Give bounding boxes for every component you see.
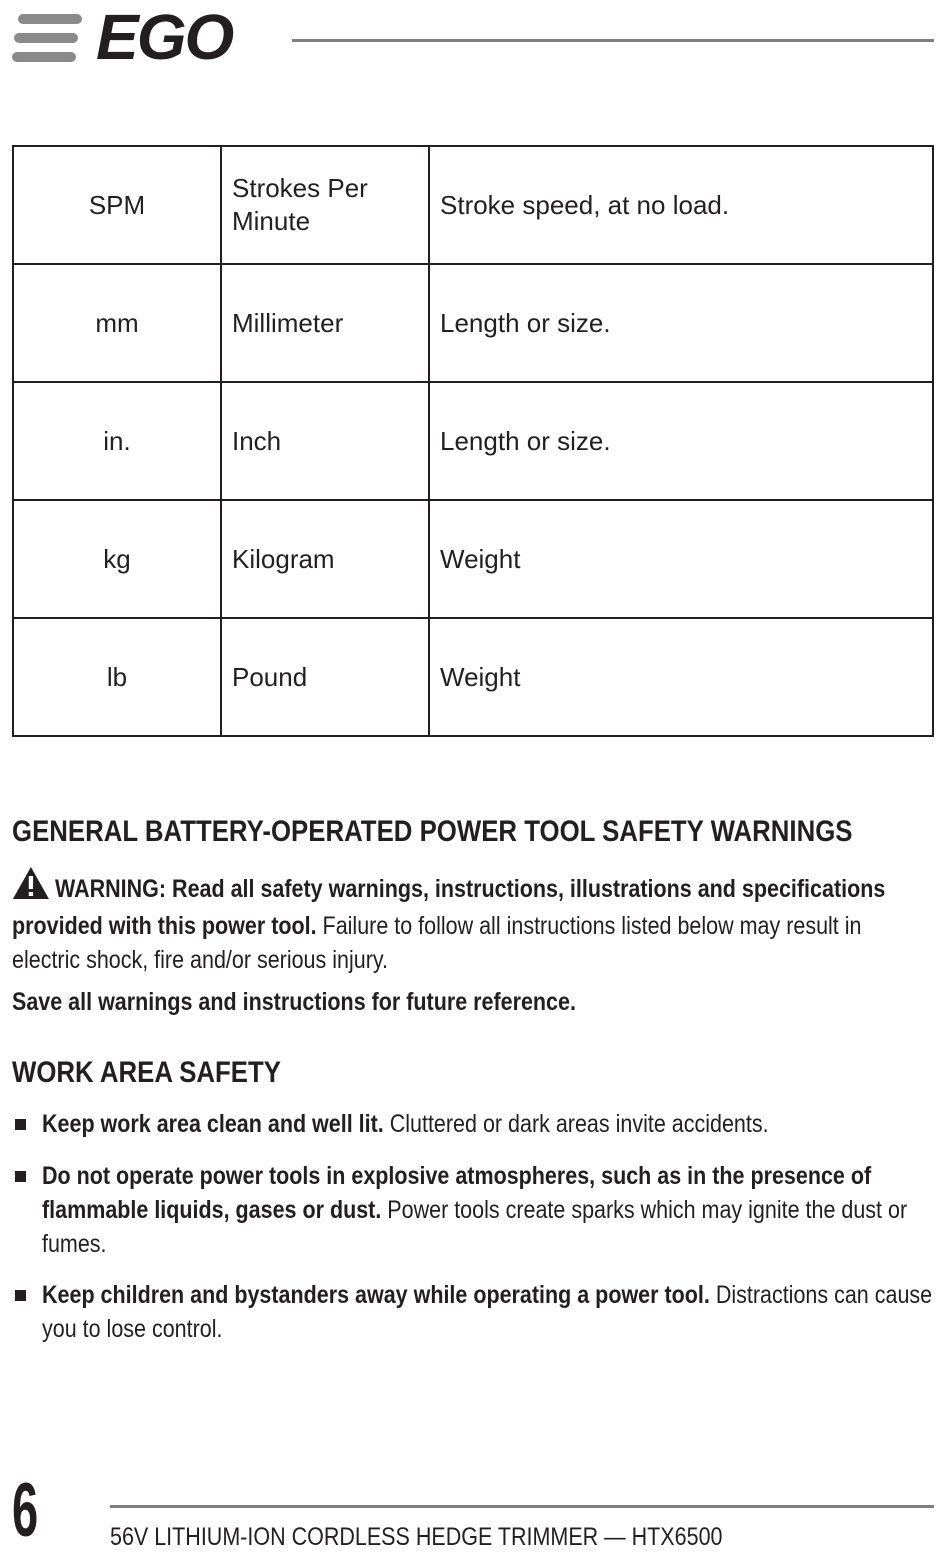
general-safety-heading: GENERAL BATTERY-OPERATED POWER TOOL SAFETY WARNINGS: [12, 815, 853, 848]
table-row: [13, 382, 933, 500]
table-row: [13, 146, 933, 264]
symbol-cell: mm: [13, 264, 221, 382]
symbol-cell: SPM: [13, 146, 221, 264]
symbol-cell: kg: [13, 500, 221, 618]
bullet-square-icon: [15, 1290, 26, 1301]
name-cell: Pound: [221, 618, 429, 736]
name-cell: Inch: [221, 382, 429, 500]
bullet-square-icon: [15, 1119, 26, 1130]
symbol-cell: in.: [13, 382, 221, 500]
save-note: [12, 985, 932, 1019]
list-item-body: Power tools create sparks which may ignite the dust or fumes.: [42, 1196, 908, 1258]
page-header: [12, 1, 934, 73]
list-item-bold: Keep work area clean and well lit.: [42, 1110, 384, 1138]
symbol-cell: lb: [13, 618, 221, 736]
description-cell: Length or size.: [429, 264, 933, 382]
name-cell: Millimeter: [221, 264, 429, 382]
warning-body-text: Failure to follow all instructions listed below may result in electric shock, fire and/or serious injury.: [12, 912, 862, 974]
logo-bars: [12, 14, 92, 66]
ego-logo: [12, 1, 268, 73]
work-area-heading: WORK AREA SAFETY: [12, 1056, 281, 1089]
page-number: 6: [12, 1468, 39, 1553]
table-row: [13, 500, 933, 618]
bullet-square-icon: [15, 1171, 26, 1182]
list-item-text: [42, 1278, 935, 1346]
warning-paragraph: [12, 866, 932, 977]
name-cell: Kilogram: [221, 500, 429, 618]
list-item-body: Cluttered or dark areas invite accidents.: [383, 1110, 769, 1138]
footer-product-title: 56V LITHIUM-ION CORDLESS HEDGE TRIMMER — HTX6500: [110, 1523, 723, 1551]
description-cell: Stroke speed, at no load.: [429, 146, 933, 264]
abbreviations-table: [12, 145, 934, 737]
list-item-bold: Keep children and bystanders away while operating a power tool.: [42, 1281, 710, 1309]
warning-triangle-icon: [12, 866, 50, 909]
logo-text: EGO: [96, 1, 233, 73]
save-note-text: Save all warnings and instructions for future reference.: [12, 988, 576, 1016]
table-row: [13, 618, 933, 736]
description-cell: Length or size.: [429, 382, 933, 500]
list-item-body: Distractions can cause you to lose control.: [42, 1281, 933, 1343]
list-item-text: [42, 1107, 935, 1141]
list-item-text: [42, 1159, 935, 1261]
table-row: [13, 264, 933, 382]
name-cell: Strokes Per Minute: [221, 146, 429, 264]
description-cell: Weight: [429, 500, 933, 618]
description-cell: Weight: [429, 618, 933, 736]
footer-divider: [110, 1505, 934, 1508]
header-divider: [292, 39, 934, 42]
list-item-bold: Do not operate power tools in explosive atmospheres, such as in the presence of flammable liquids, gases or dust.: [42, 1162, 872, 1224]
warning-bold-text: WARNING: Read all safety warnings, instructions, illustrations and specifications provided with this power tool.: [12, 875, 886, 940]
